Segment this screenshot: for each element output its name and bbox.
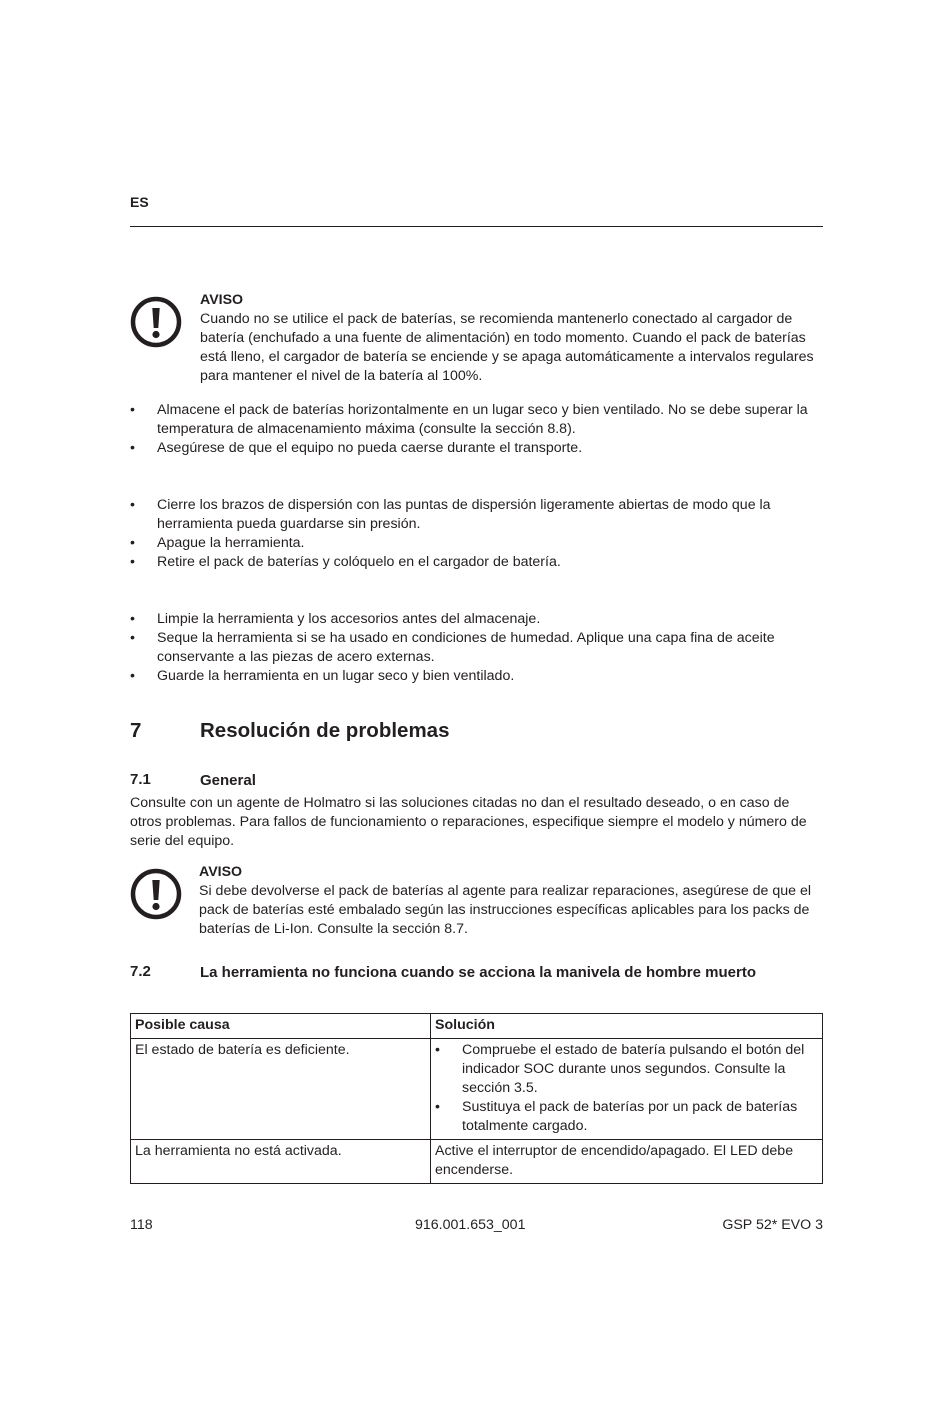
notice-title: AVISO bbox=[200, 292, 244, 308]
list-item: • Compruebe el estado de batería pulsando el botón del indicador SOC durante unos segundos. Consulte la sección 3.5. bbox=[435, 1041, 818, 1098]
page-number: 118 bbox=[130, 1217, 153, 1233]
list-item: • Retire el pack de baterías y colóquelo en el cargador de batería. bbox=[130, 553, 823, 572]
general-paragraph: Consulte con un agente de Holmatro si las soluciones citadas no dan el resultado deseado, o en caso de otros problemas. Para fallos de funcionamiento o reparaciones, especifique siempre el modelo y número de serie del equipo. bbox=[130, 795, 807, 849]
header-rule bbox=[130, 226, 823, 227]
notice-box bbox=[199, 863, 822, 939]
solution-cell bbox=[431, 1039, 823, 1140]
solution-cell: Active el interruptor de encendido/apagado. El LED debe encenderse. bbox=[431, 1140, 823, 1184]
tool-shutdown-list bbox=[130, 496, 823, 572]
section-number: 7 bbox=[130, 719, 142, 742]
column-header-solution: Solución bbox=[431, 1014, 823, 1039]
section-title: Resolución de problemas bbox=[200, 719, 450, 742]
troubleshooting-table bbox=[130, 1013, 823, 1184]
list-item: • Asegúrese de que el equipo no pueda caerse durante el transporte. bbox=[130, 439, 823, 458]
exclamation-circle-icon bbox=[130, 868, 182, 920]
storage-list bbox=[130, 401, 823, 458]
table-row bbox=[131, 1140, 823, 1184]
solution-list bbox=[435, 1041, 818, 1136]
subsection-number: 7.1 bbox=[130, 771, 151, 788]
subsection-title: General bbox=[200, 772, 256, 789]
document-code: 916.001.653_001 bbox=[415, 1217, 526, 1233]
cause-cell: La herramienta no está activada. bbox=[131, 1140, 431, 1184]
list-item: • Sustituya el pack de baterías por un pack de baterías totalmente cargado. bbox=[435, 1098, 818, 1136]
tool-storage-list bbox=[130, 610, 823, 686]
cause-cell: El estado de batería es deficiente. bbox=[131, 1039, 431, 1140]
list-item: • Apague la herramienta. bbox=[130, 534, 823, 553]
exclamation-circle-icon bbox=[130, 296, 182, 348]
list-item: • Limpie la herramienta y los accesorios antes del almacenaje. bbox=[130, 610, 823, 629]
notice-title: AVISO bbox=[199, 864, 243, 880]
product-name: GSP 52* EVO 3 bbox=[722, 1217, 823, 1233]
list-item: • Almacene el pack de baterías horizontalmente en un lugar seco y bien ventilado. No se debe superar la temperatura de almacenamiento máxima (consulte la sección 8.8). bbox=[130, 401, 823, 439]
list-item: • Seque la herramienta si se ha usado en condiciones de humedad. Aplique una capa fina de aceite conservante a las piezas de acero externas. bbox=[130, 629, 823, 667]
table-row bbox=[131, 1039, 823, 1140]
language-code: ES bbox=[130, 194, 149, 210]
notice-text: Cuando no se utilice el pack de baterías, se recomienda mantenerlo conectado al cargador de batería (enchufado a una fuente de alimentación) en todo momento. Cuando el pack de baterías está lleno, el cargador de batería se enciende y se apaga automáticamente a intervalos regulares para mantener el nivel de la batería al 100%. bbox=[200, 311, 814, 384]
table-header-row bbox=[131, 1014, 823, 1039]
notice-box bbox=[200, 291, 823, 386]
list-item: • Cierre los brazos de dispersión con las puntas de dispersión ligeramente abiertas de modo que la herramienta pueda guardarse sin presión. bbox=[130, 496, 823, 534]
notice-text: Si debe devolverse el pack de baterías al agente para realizar reparaciones, asegúrese de que el pack de baterías esté embalado según las instrucciones específicas aplicables para los packs de baterías de Li-Ion. Consulte la sección 8.7. bbox=[199, 883, 812, 937]
subsection-title: La herramienta no funciona cuando se acciona la manivela de hombre muerto bbox=[200, 964, 756, 981]
column-header-cause: Posible causa bbox=[131, 1014, 431, 1039]
subsection-number: 7.2 bbox=[130, 963, 151, 980]
list-item: • Guarde la herramienta en un lugar seco y bien ventilado. bbox=[130, 667, 823, 686]
